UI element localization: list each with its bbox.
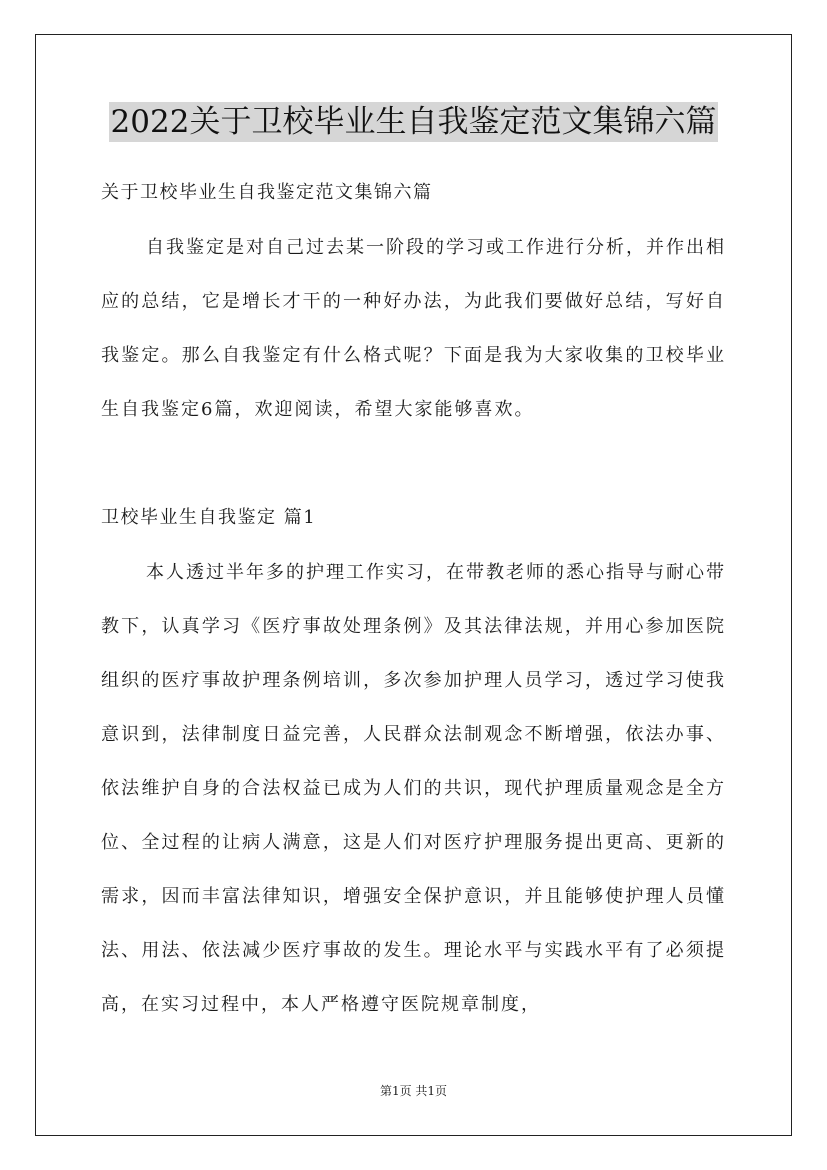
section-body-paragraph: 本人透过半年多的护理工作实习，在带教老师的悉心指导与耐心带教下，认真学习《医疗事故处理条例》及其法律法规，并用心参加医院组织的医疗事故护理条例培训，多次参加护理人员学习，透过学习使我意识到，法律制度日益完善，人民群众法制观念不断增强，依法办事、依法维护自身的合法权益已成为人们的共识，现代护理质量观念是全方位、全过程的让病人满意，这是人们对医疗护理服务提出更高、更新的需求，因而丰富法律知识，增强安全保护意识，并且能够使护理人员懂法、用法、依法减少医疗事故的发生。理论水平与实践水平有了必须提高，在实习过程中，本人严格遵守医院规章制度， — [101, 562, 726, 1015]
title-container — [0, 102, 827, 142]
document-title: 2022关于卫校毕业生自我鉴定范文集锦六篇 — [110, 104, 717, 140]
page-number-footer: 第1页 共1页 — [379, 1084, 448, 1098]
document-subtitle: 关于卫校毕业生自我鉴定范文集锦六篇 — [101, 182, 433, 203]
section-heading: 卫校毕业生自我鉴定 篇1 — [101, 507, 317, 528]
intro-paragraph: 自我鉴定是对自己过去某一阶段的学习或工作进行分析，并作出相应的总结，它是增长才干的一种好办法，为此我们要做好总结，写好自我鉴定。那么自我鉴定有什么格式呢？下面是我为大家收集的卫校毕业生自我鉴定6篇，欢迎阅读，希望大家能够喜欢。 — [101, 237, 726, 420]
